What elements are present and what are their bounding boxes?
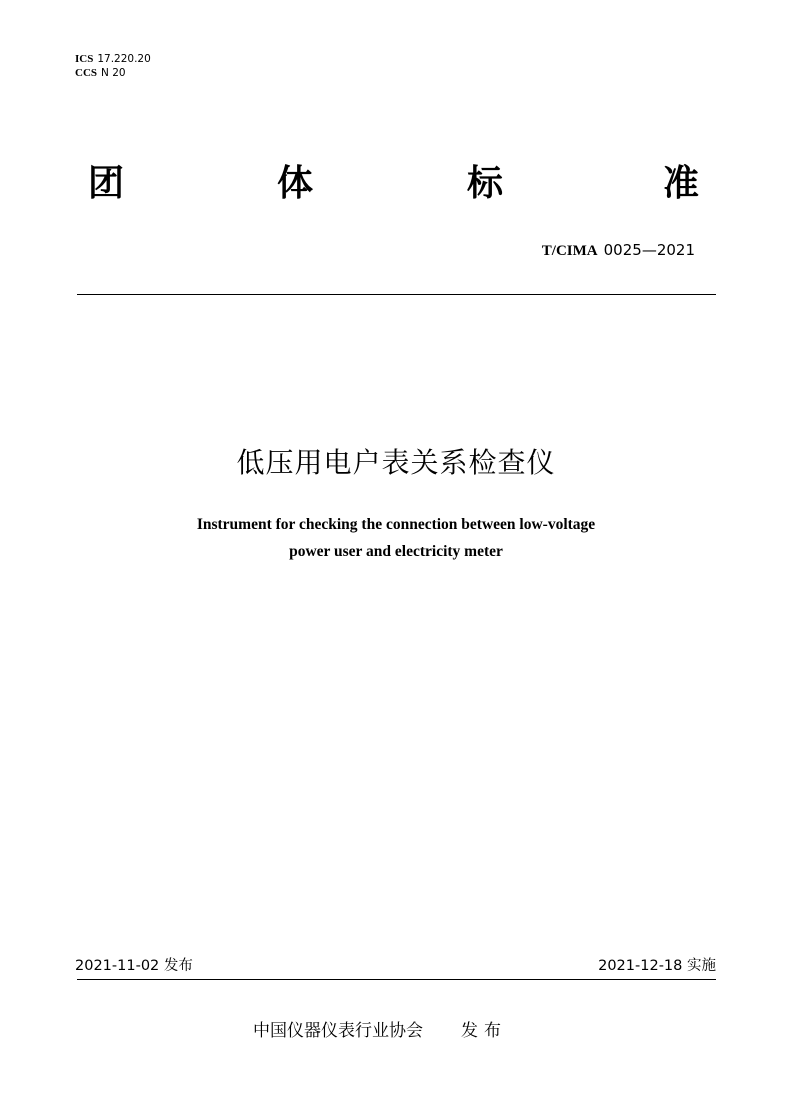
document-title-en-line-2: power user and electricity meter xyxy=(289,543,503,560)
standard-type-char-3: 标 xyxy=(467,163,504,204)
ccs-value: N 20 xyxy=(101,67,126,79)
standard-code: 0025—2021 xyxy=(603,241,695,259)
ics-code xyxy=(75,53,151,66)
document-title-cn: 低压用电户表关系检查仪 xyxy=(236,446,556,479)
publisher xyxy=(253,1019,507,1043)
implementation-date: 2021-12-18 实施 xyxy=(598,958,716,974)
standard-type-char-4: 准 xyxy=(663,163,700,204)
ccs-label: CCS xyxy=(75,67,98,79)
publisher-name: 中国仪器仪表行业协会 xyxy=(253,1021,423,1041)
standard-type-char-2: 体 xyxy=(277,163,314,204)
issue-date: 2021-11-02 发布 xyxy=(75,958,193,974)
ics-value: 17.220.20 xyxy=(97,53,151,65)
standard-type-char-1: 团 xyxy=(88,163,125,204)
ics-label: ICS xyxy=(75,53,94,65)
footer-divider xyxy=(77,979,716,980)
publisher-action: 发布 xyxy=(461,1021,507,1041)
standard-prefix: T/CIMA xyxy=(541,243,598,259)
standard-number xyxy=(542,241,695,260)
ccs-code xyxy=(75,67,126,80)
document-title-en-line-1: Instrument for checking the connection between low-voltage xyxy=(196,516,596,533)
header-divider xyxy=(77,294,716,295)
